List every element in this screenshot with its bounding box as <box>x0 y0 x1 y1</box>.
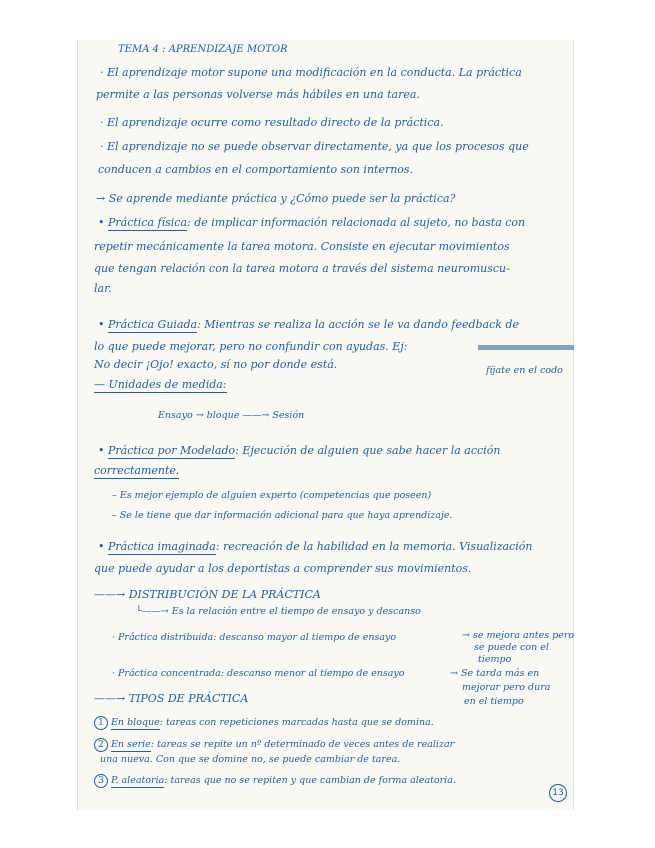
concentrada-note-1: → Se tarda más en <box>450 668 540 679</box>
practica-imaginada-line-2: que puede ayudar a los deportistas a comprender sus movimientos. <box>94 562 472 575</box>
tipo-item-2: 2 En serie: tareas se repite un nº determinado de veces antes de realizar <box>94 738 454 752</box>
intro-line-4: · El aprendizaje no se puede observar directamente, ya que los procesos que <box>100 140 529 153</box>
practica-fisica-line-1: : de implicar información relacionada al sujeto, no basta con <box>187 216 526 229</box>
practica-fisica-line-4: lar. <box>94 282 112 295</box>
modelado-bullet-2: – Se le tiene que dar información adicional para que haya aprendizaje. <box>112 510 453 521</box>
page-number: 13 <box>549 784 567 802</box>
distribucion-subtitle: └——→ Es la relación entre el tiempo de ensayo y descanso <box>136 606 421 617</box>
practica-guiada-heading: • Práctica Guiada: Mientras se realiza la acción se le va dando feedback de <box>98 318 519 331</box>
tipo-item-3: 3 P. aleatoria: tareas que no se repiten y que cambian de forma aleatoria. <box>94 774 456 788</box>
practica-guiada-note: fíjate en el codo <box>486 365 563 376</box>
practica-fisica-line-3: que tengan relación con la tarea motora a través del sistema neuromuscu- <box>94 262 510 275</box>
practica-modelado-line-1: : Ejecución de alguien que sabe hacer la acción <box>235 444 501 457</box>
scribble-strikethrough <box>478 345 574 350</box>
practica-guiada-title: Práctica Guiada <box>108 318 198 331</box>
practica-guiada-line-1: : Mientras se realiza la acción se le va dando feedback de <box>197 318 519 331</box>
practica-imaginada-title: Práctica imaginada <box>108 540 216 553</box>
practica-fisica-heading: • Práctica física: de implicar información relacionada al sujeto, no basta con <box>98 216 526 229</box>
practica-imaginada-heading: • Práctica imaginada: recreación de la habilidad en la memoria. Visualización <box>98 540 533 553</box>
concentrada-note-2: mejorar pero dura <box>462 682 551 693</box>
tipo-item-1: 1 En bloque: tareas con repeticiones marcadas hasta que se domina. <box>94 716 434 730</box>
question-line: → Se aprende mediante práctica y ¿Cómo puede ser la práctica? <box>96 192 456 205</box>
distribuida-note-2: se puede con el <box>474 642 549 653</box>
practica-guiada-line-2: lo que puede mejorar, pero no confundir con ayudas. Ej: <box>94 340 408 353</box>
concentrada-note-3: en el tiempo <box>464 696 524 707</box>
distribuida-note-3: tiempo <box>478 654 512 665</box>
intro-line-3: · El aprendizaje ocurre como resultado directo de la práctica. <box>100 116 444 129</box>
distribucion-title: ——→ DISTRIBUCIÓN DE LA PRÁCTICA <box>94 588 321 601</box>
unidades-chain: Ensayo → bloque ——→ Sesión <box>158 410 305 421</box>
intro-line-1: · El aprendizaje motor supone una modificación en la conducta. La práctica <box>100 66 522 79</box>
practica-distribuida: · Práctica distribuida: descanso mayor al tiempo de ensayo <box>112 632 397 643</box>
intro-line-2: permite a las personas volverse más hábiles en una tarea. <box>96 88 420 101</box>
tipos-title: ——→ TIPOS DE PRÁCTICA <box>94 692 249 705</box>
practica-fisica-line-2: repetir mecánicamente la tarea motora. Consiste en ejecutar movimientos <box>94 240 510 253</box>
practica-imaginada-line-1: : recreación de la habilidad en la memoria. Visualización <box>215 540 533 553</box>
unidades-heading: — Unidades de medida: <box>94 378 227 391</box>
practica-modelado-heading: • Práctica por Modelado: Ejecución de alguien que sabe hacer la acción <box>98 444 501 457</box>
intro-line-5: conducen a cambios en el comportamiento son internos. <box>98 163 414 176</box>
page-header: TEMA 4 : APRENDIZAJE MOTOR <box>118 44 288 55</box>
practica-fisica-title: Práctica física <box>108 216 188 229</box>
practica-modelado-title: Práctica por Modelado <box>108 444 236 457</box>
tipo-item-2-cont: una nueva. Con que se domine no, se puede cambiar de tarea. <box>100 754 401 765</box>
practica-guiada-line-3: No decir ¡Ojo! exacto, sí no por donde está. <box>94 358 338 371</box>
modelado-bullet-1: – Es mejor ejemplo de alguien experto (competencias que poseen) <box>112 490 432 501</box>
practica-concentrada: · Práctica concentrada: descanso menor al tiempo de ensayo <box>112 668 405 679</box>
practica-modelado-line-2: correctamente. <box>94 464 180 477</box>
distribuida-note-1: → se mejora antes pero <box>462 630 575 641</box>
